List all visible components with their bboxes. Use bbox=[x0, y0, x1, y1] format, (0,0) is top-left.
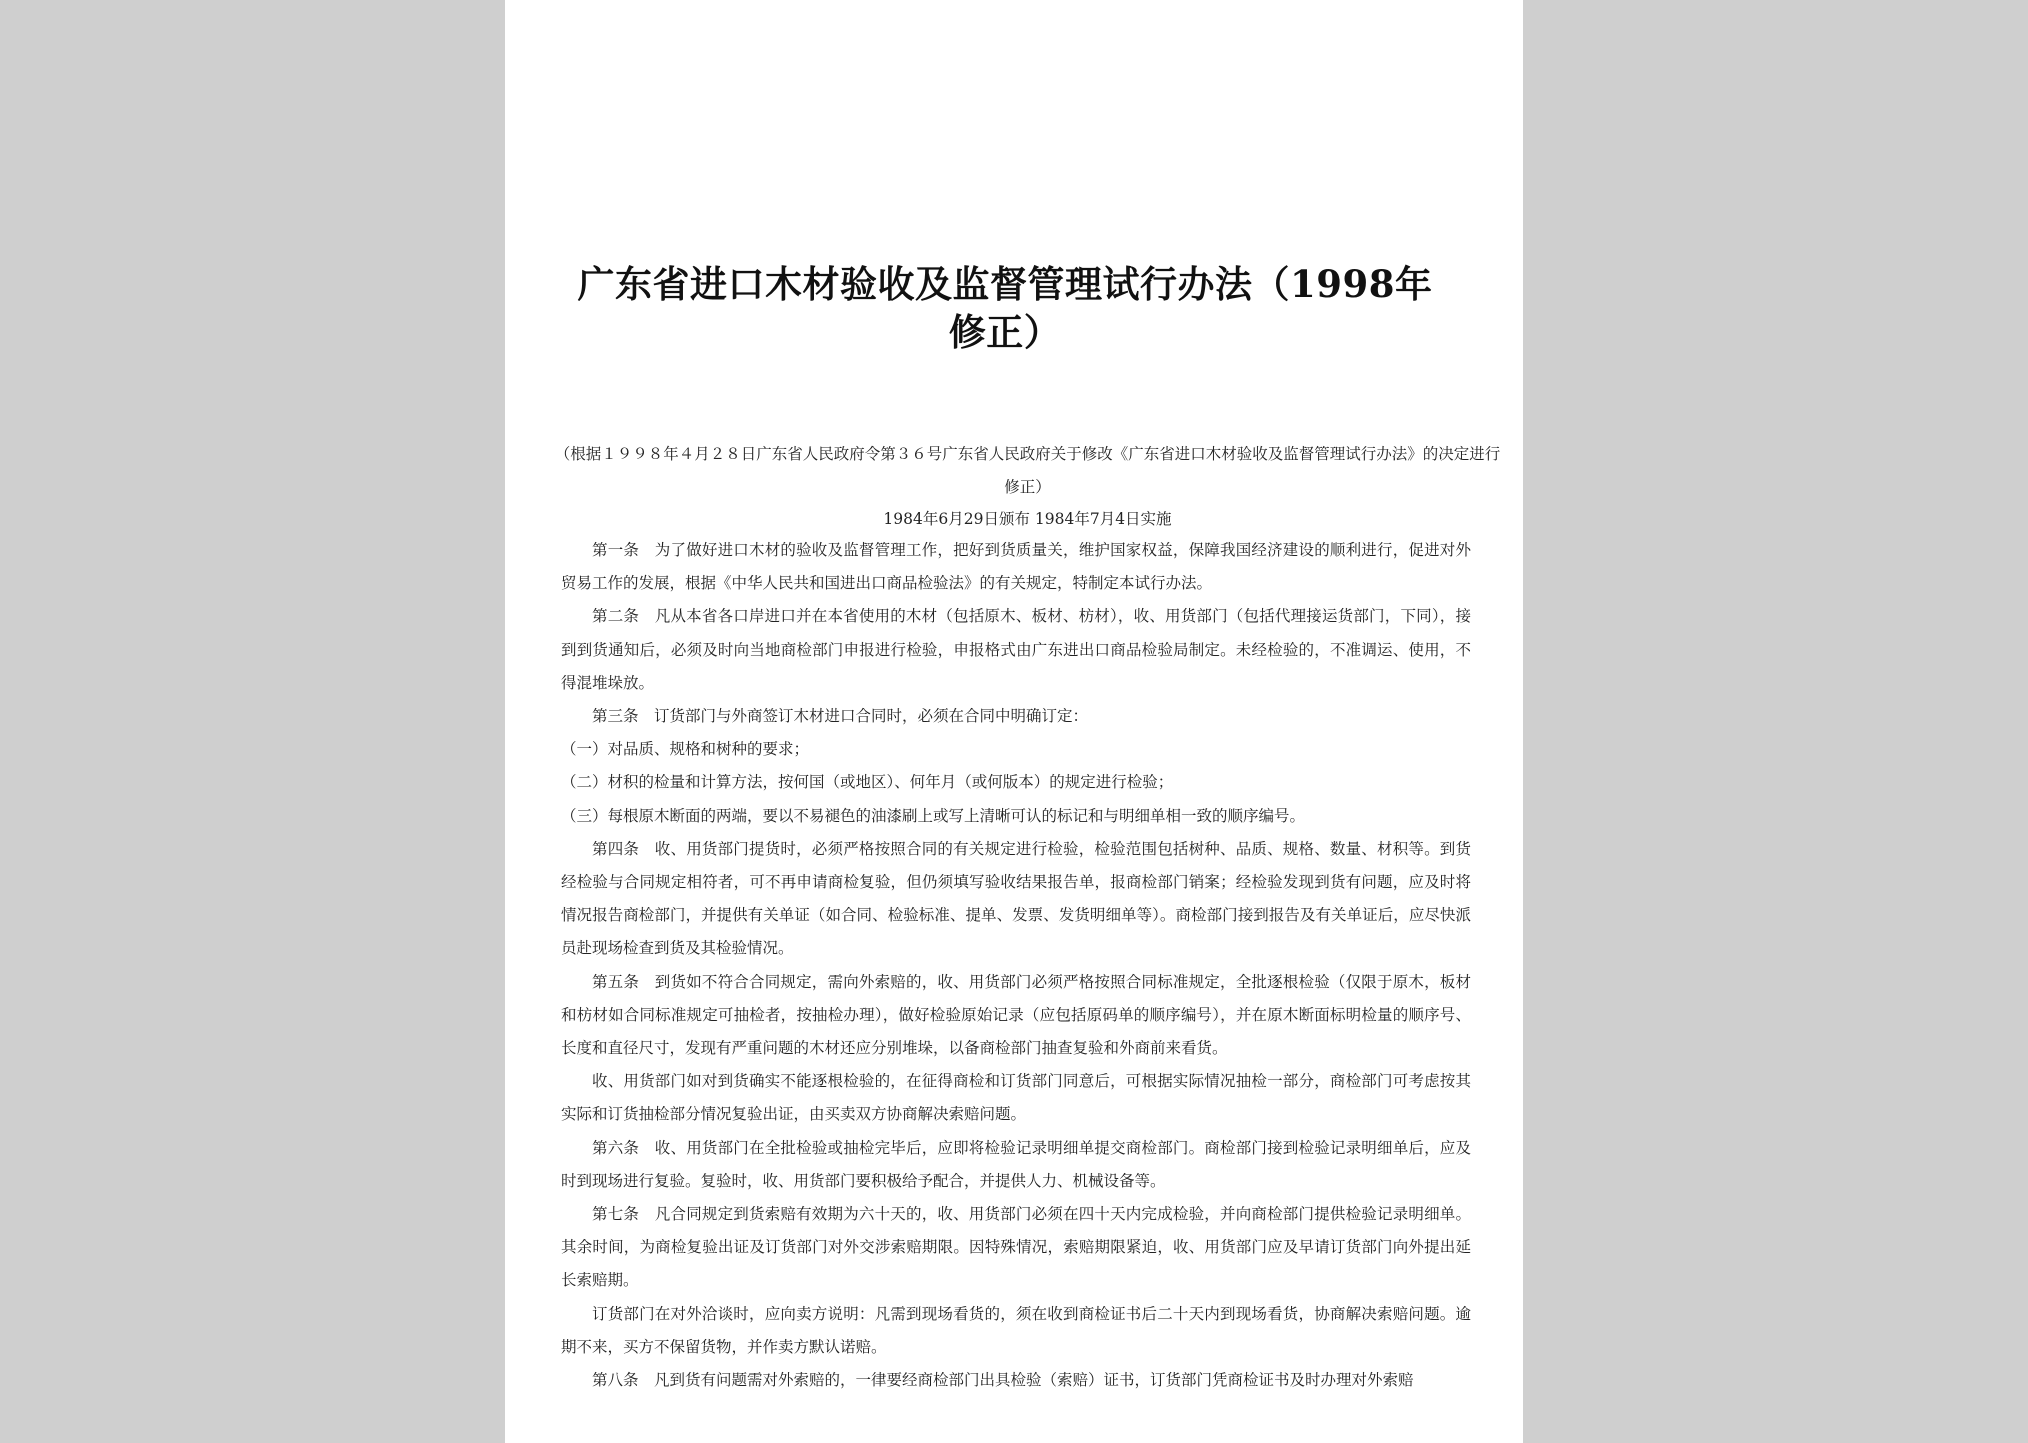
source-note: （根据１９９８年４月２８日广东省人民政府令第３６号广东省人民政府关于修改《广东省进口木材验收及监督管理试行办法》的决定进行修正） bbox=[554, 445, 1501, 496]
document-body bbox=[561, 534, 1471, 1397]
body-paragraph: （一）对品质、规格和树种的要求； bbox=[561, 740, 810, 759]
body-paragraph: 第二条 凡从本省各口岸进口并在本省使用的木材（包括原木、板材、枋材），收、用货部门（包括代理接运货部门，下同），接到到货通知后，必须及时向当地商检部门申报进行检验，申报格式由广东进出口商品检验局制定。未经检验的，不准调运、使用，不得混堆垛放。 bbox=[561, 607, 1471, 692]
body-paragraph: 第一条 为了做好进口木材的验收及监督管理工作，把好到货质量关，维护国家权益，保障我国经济建设的顺利进行，促进对外贸易工作的发展，根据《中华人民共和国进出口商品检验法》的有关规定，特制定本试行办法。 bbox=[561, 541, 1471, 593]
document-title: 广东省进口木材验收及监督管理试行办法（1998年修正） bbox=[577, 262, 1433, 354]
body-paragraph: 第七条 凡合同规定到货索赔有效期为六十天的，收、用货部门必须在四十天内完成检验，并向商检部门提供检验记录明细单。其余时间，为商检复验出证及订货部门对外交涉索赔期限。因特殊情况，索赔期限紧迫，收、用货部门应及早请订货部门向外提出延长索赔期。 bbox=[561, 1205, 1471, 1290]
issue-dates: 1984年6月29日颁布 1984年7月4日实施 bbox=[883, 510, 1172, 528]
body-paragraph: 第六条 收、用货部门在全批检验或抽检完毕后，应即将检验记录明细单提交商检部门。商检部门接到检验记录明细单后，应及时到现场进行复验。复验时，收、用货部门要积极给予配合，并提供人力、机械设备等。 bbox=[561, 1138, 1471, 1190]
body-paragraph: 第三条 订货部门与外商签订木材进口合同时，必须在合同中明确订定： bbox=[592, 707, 1089, 726]
body-paragraph: 订货部门在对外洽谈时，应向卖方说明：凡需到现场看货的，须在收到商检证书后二十天内到现场看货，协商解决索赔问题。逾期不来，买方不保留货物，并作卖方默认诺赔。 bbox=[561, 1304, 1471, 1356]
body-paragraph: 收、用货部门如对到货确实不能逐根检验的，在征得商检和订货部门同意后，可根据实际情况抽检一部分，商检部门可考虑按其实际和订货抽检部分情况复验出证，由买卖双方协商解决索赔问题。 bbox=[561, 1072, 1471, 1124]
body-paragraph: 第五条 到货如不符合合同规定，需向外索赔的，收、用货部门必须严格按照合同标准规定，全批逐根检验（仅限于原木，板材和枋材如合同标准规定可抽检者，按抽检办理），做好检验原始记录（应包括原码单的顺序编号），并在原木断面标明检量的顺序号、长度和直径尺寸，发现有严重问题的木材还应分别堆垛，以备商检部门抽查复验和外商前来看货。 bbox=[561, 972, 1471, 1058]
body-paragraph: （三）每根原木断面的两端，要以不易褪色的油漆刷上或写上清晰可认的标记和与明细单相一致的顺序编号。 bbox=[561, 806, 1306, 825]
body-paragraph: 第八条 凡到货有问题需对外索赔的，一律要经商检部门出具检验（索赔）证书，订货部门凭商检证书及时办理对外索赔 bbox=[592, 1371, 1414, 1390]
document-page bbox=[505, 0, 1523, 1443]
body-paragraph: （二）材积的检量和计算方法，按何国（或地区）、何年月（或何版本）的规定进行检验； bbox=[561, 773, 1174, 792]
body-paragraph: 第四条 收、用货部门提货时，必须严格按照合同的有关规定进行检验，检验范围包括树种、品质、规格、数量、材积等。到货经检验与合同规定相符者，可不再申请商检复验，但仍须填写验收结果报告单，报商检部门销案；经检验发现到货有问题，应及时将情况报告商检部门，并提供有关单证（如合同、检验标准、提单、发票、发货明细单等）。商检部门接到报告及有关单证后，应尽快派员赴现场检查到货及其检验情况。 bbox=[561, 839, 1471, 958]
